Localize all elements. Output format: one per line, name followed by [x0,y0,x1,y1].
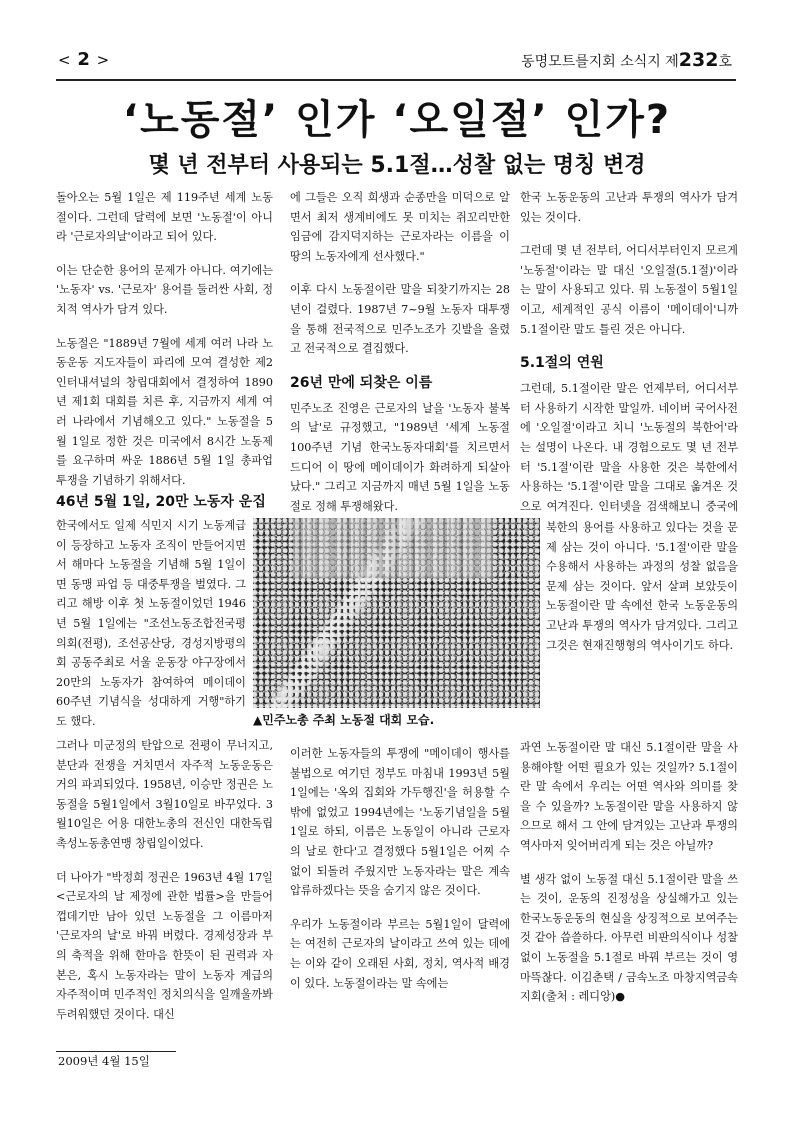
section-heading: 5.1절의 연원 [520,355,604,372]
paragraph: 민주노조 진영은 근로자의 날을 '노동자 불복의 날'로 규정했고, "1989년 '세계 노동절 100주년 기념 한국노동자대회'를 치르면서 드디어 이 땅에 메이데이가 화려하게 되살아났다." 그리고 지금까지 매년 5월 1일을 노동절로 정해 투쟁해왔다. [290,401,510,513]
column-1-lower [56,736,273,1026]
photo-banner [293,518,493,578]
article-subtitle: 몇 년 전부터 사용되는 5.1절…성찰 없는 명칭 변경 [148,153,646,178]
paragraph: 이후 다시 노동절이란 말을 되찾기까지는 28년이 걸렸다. 1987년 7~9월 노동자 대투쟁을 통해 전국적으로 민주노조가 깃발을 올렸고 전국적으로 결집했다. [290,283,510,356]
column-3-lower [520,738,738,1026]
section-heading: 46년 5월 1일, 20만 노동자 운집 [56,494,266,510]
paragraph: 과연 노동절이란 말 대신 5.1절이란 말을 사용해야할 어떤 필요가 있는 것일까? 5.1절이란 말 속에서 우리는 어떤 역사와 의미를 찾을 수 있을까? 노동절이란 말을 사용하지 않으므로 해서 그 안에 담겨있는 고난과 투쟁의 역사마저 잊어버리게 되는 것은 아닐까? [520,741,738,852]
header-rule [56,79,736,81]
paragraph: 더 나아가 "박정희 정권은 1963년 4월 17일 <근로자의 날 제정에 관한 법률>을 만들어 껍데기만 남아 있던 노동절을 그 이름마저 '근로자의 날'로 바꿔 버렸다. 경제성장과 부의 축적을 위해 한마음 한뜻이 된 권력과 자본은, 혹시 노동자라는 말이 노동자 계급의 자주적이며 민주적인 정치의식을 일깨울까봐 두려워했던 것이다. 대신 [56,870,273,1021]
column-3-upper [520,188,738,518]
column-2-lower [290,744,510,1026]
paragraph: 우리가 노동절이라 부르는 5월1일이 달력에는 여전히 근로자의 날이라고 쓰여 있는 데에는 이와 같이 오래된 사회, 정치, 역사적 배경이 있다. 노동절이라는 말 속에는 [290,917,510,990]
photo-caption: ▲민주노총 주최 노동절 대회 모습. [253,713,435,727]
paragraph: 그러나 미군정의 탄압으로 전평이 무너지고, 분단과 전쟁을 거치면서 자주적 노동운동은 거의 파괴되었다. 1958년, 이승만 정권은 노동절을 5월1일에서 3월10일로 바꾸었다. 3월10일은 어용 대한노총의 전신인 대한독립촉성노동총연맹 창립일이었다. [56,739,273,850]
footer-rule [56,1051,176,1052]
newsletter-issue: 동명모트를지회 소식지 제232호 [521,49,732,71]
article-title: ‘노동절’ 인가 ‘오일절’ 인가? [122,97,672,143]
paragraph: 에 그들은 오직 희생과 순종만을 미덕으로 알면서 최저 생계비에도 못 미치는 쥐꼬리만한 임금에 감지덕지하는 근로자라는 이름을 이 땅의 노동자에게 선사했다." [290,191,510,263]
page-number: < 2 > [58,49,111,70]
paragraph: 이는 단순한 용어의 문제가 아니다. 여기에는 '노동자' vs. '근로자' 용어를 둘러싼 사회, 정치적 역사가 담겨 있다. [56,263,273,316]
paragraph: 이러한 노동자들의 투쟁에 "메이데이 행사를 불법으로 여기던 정부도 마침내 1993년 5월1일에는 '옥외 집회와 가두행진'을 허용할 수밖에 없었고 1994년에는 '노동기념일을 5월1일로 하되, 이름은 노동일이 아니라 근로자의 날로 한다'고 결정했다 5월1일은 어찌 수 없이 되돌려 주웠지만 노동자라는 말은 계속 압류하겠다는 뜻을 숨기지 않은 것이다. [290,747,510,898]
column-1-heading [56,488,273,518]
paragraph: 노동절은 "1889년 7월에 세계 여러 나라 노동운동 지도자들이 파리에 모여 결성한 제2인터내셔널의 창립대회에서 결정하여 1890년 제1회 대회를 치른 후, 지금까지 세계 여러 나라에서 기념해오고 있다." 노동절을 5월 1일로 정한 것은 미국에서 8시간 노동제를 요구하며 싸운 1886년 5월 1일 총파업 투쟁을 기념하기 위해서다. [56,336,273,487]
column-3-photo-wrap [546,518,738,718]
paragraph: 그런데 몇 년 전부터, 어디서부터인지 모르게 '노동절'이라는 말 대신 '오일절(5.1절)'이라는 말이 사용되고 있다. 뭐 노동절이 5월1일이고, 세계적인 공식 이름이 '메이데이'니까 5.1절이란 말도 틀린 것은 아니다. [520,244,738,336]
paragraph: 돌아오는 5월 1일은 제 119주년 세계 노동절이다. 그런데 달력에 보면 '노동절'이 아니라 '근로자의날'이라고 되어 있다. [56,191,273,244]
rally-photo [253,518,540,708]
publication-date: 2009년 4월 15일 [58,1054,150,1068]
paragraph: 북한의 용어를 사용하고 있다는 것을 문제 삼는 것이 아니다. '5.1절'이란 말을 수용해서 사용하는 과정의 성찰 없음을 문제 삼는 것이다. 앞서 살펴 보았듯이 노동절이란 말 속에선 한국 노동운동의 고난과 투쟁의 역사가 담겨있다. 그리고 그것은 현재진행형의 역사이기도 하다. [546,521,738,652]
paragraph: 한국에서도 일제 식민지 시기 노동계급이 등장하고 노동자 조직이 만들어지면서 해마다 노동절을 기념해 5월 1일이면 동맹 파업 등 대중투쟁을 벌였다. 그리고 해방 이후 첫 노동절이었던 1946년 5월 1일에는 "조선노동조합전국평의회(전평), 조선공산당, 경성지방평의회 공동주최로 서울 운동장 야구장에서 20만의 노동자가 참여하여 메이데이 60주년 기념식을 성대하게 거행"하기도 했다. [56,519,246,726]
paragraph: 그런데, 5.1절이란 말은 언제부터, 어디서부터 사용하기 시작한 말일까. 네이버 국어사전에 '오일절'이라고 치니 '노동절의 북한어'라는 설명이 나온다. 내 경험으로도 몇 년 전부터 '5.1절'이란 말을 사용한 것은 북한에서 사용하는 '5.1절'이란 말을 그대로 옮겨온 것으로 여겨진다. 인터넷을 검색해보니 중국에 [520,382,738,513]
column-1-photo-wrap [56,516,246,726]
paragraph: 한국 노동운동의 고난과 투쟁의 역사가 담겨 있는 것이다. [520,191,738,224]
section-heading: 26년 만에 되찾은 이름 [290,374,433,391]
column-2-upper [290,188,510,514]
column-1-upper [56,188,273,518]
paragraph: 별 생각 없이 노동절 대신 5.1절이란 말을 쓰는 것이, 운동의 진정성을 상실해가고 있는 한국노동운동의 현실을 상징적으로 보여주는 것 같아 씁쓸하다. 아무런 비판의식이나 성찰 없이 노동절을 5.1절로 바꿔 부르는 것이 영 마뜩찮다. 이김춘택 / 금속노조 마창지역금속지회(출처 : 레디앙)● [520,872,738,1004]
